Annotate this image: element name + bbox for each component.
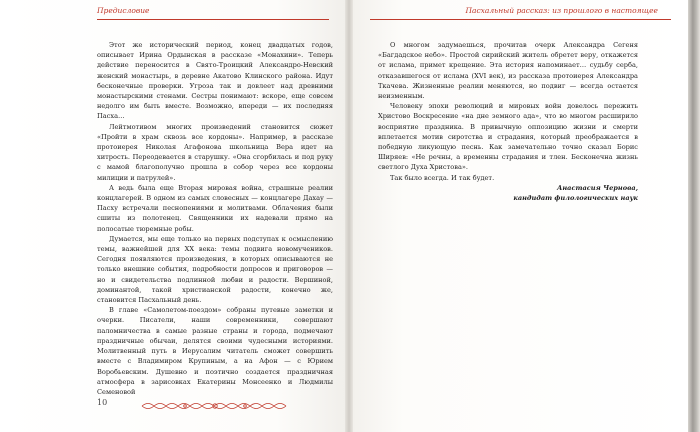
header-rule-right bbox=[370, 19, 671, 20]
right-page bbox=[353, 0, 688, 432]
running-head-right: Пасхальный рассказ: из прошлого в настоящее bbox=[465, 6, 658, 15]
paragraph: Этот же исторический период, конец двадцатых годов, описывает Ирина Ордынская в рассказе «Монахини». Теперь действие переносится в Свято-Троицкий Александро-Невский женский монастырь, в деревне Акатово Клинского района. Идут бесконечные проверки. Угроза так и довлеет над древними монастырскими стенами. Сестры понимают: вскоре, еще совсем недолго им быть вместе. Возможно, впереди — их последняя Пасха… bbox=[97, 41, 333, 121]
header-rule-left bbox=[97, 19, 329, 20]
decorative-ornament-icon bbox=[140, 400, 290, 412]
paragraph: Человеку эпохи революций и мировых войн довелось пережить Христово Воскресение «на дне земного ада», что во многом расширило восприятие праздника. В привычную оппозицию жизни и смерти вплетается мотив сиротства и страдания, который преображается в победную ликующую песнь. Как замечательно точно сказал Борис Ширяев: «Не речны, а временны страдания и тлен. Бесконечна жизнь светлого Духа Христова». bbox=[378, 102, 638, 172]
page-number: 10 bbox=[97, 398, 108, 407]
right-body-text bbox=[378, 40, 638, 203]
signature-name: Анастасия Чернова, bbox=[557, 183, 638, 192]
signature-block bbox=[378, 183, 638, 203]
left-page bbox=[0, 0, 345, 432]
running-head-left: Предисловие bbox=[97, 6, 150, 15]
paragraph: А ведь была еще Вторая мировая война, страшные реалии концлагерей. В одном из самых словесных — концлагере Дахау — Пасху встречали песнопениями и молитвами. Облачения были сшиты из полотенец. Священники их надевали прямо на полосатые тюремные робы. bbox=[97, 183, 333, 233]
signature-title: кандидат филологических наук bbox=[513, 194, 638, 203]
paragraph: В главе «Самолетом-поездом» собраны путевые заметки и очерки. Писатели, наши современники, совершают паломничества в самые разные страны и города, подмечают праздничные обычаи, делятся своими чудесными историями. Молитвенный путь в Иерусалим читатель сможет совершить вместе с Владимиром Крупиным, а на Афон — с Юрием Воробьевским. Душевно и поэтично создается праздничная атмосфера в зарисовках Екатерины Монсеенко и Людмилы Семеновой bbox=[97, 306, 333, 396]
left-body-text bbox=[97, 40, 333, 397]
paragraph: Так было всегда. И так будет. bbox=[390, 173, 495, 182]
book-gutter bbox=[345, 0, 353, 432]
paragraph: Лейтмотивом многих произведений становится сюжет «Пройти в храм сквозь все кордоны». Например, в рассказе протоиерея Николая Агафонова школьница Вера идет на хитрость. Переодевается в старушку. «Она сгорбилась и под руку с мамой благополучно прошла в собор через все кордоны милиции и патрулей». bbox=[97, 122, 333, 182]
paragraph: Думается, мы еще только на первых подступах к осмыслению темы, важнейшей для ХХ века: темы подвига новомучеников. Сегодня появляются произведения, в которых описываются не только внешние события, подробности допросов и приговоров — но и свидетельства подлинной любви и радости. Вершиной, доминантой, такой христианской радости, конечно же, становится Пасхальный день. bbox=[97, 234, 333, 305]
page-edge bbox=[688, 0, 700, 432]
paragraph: О многом задумаешься, прочитав очерк Александра Сегеня «Багдадское небо». Простой сирийский житель обретет веру, откажется от ислама, примет крещение. Эта история напоминает… судьбу серба, отказавшегося от ислама (XVI век), из рассказа протоиерея Александра Ткачева. Жизненные реалии меняются, но подвиг — всегда остается неизменным. bbox=[378, 41, 638, 101]
